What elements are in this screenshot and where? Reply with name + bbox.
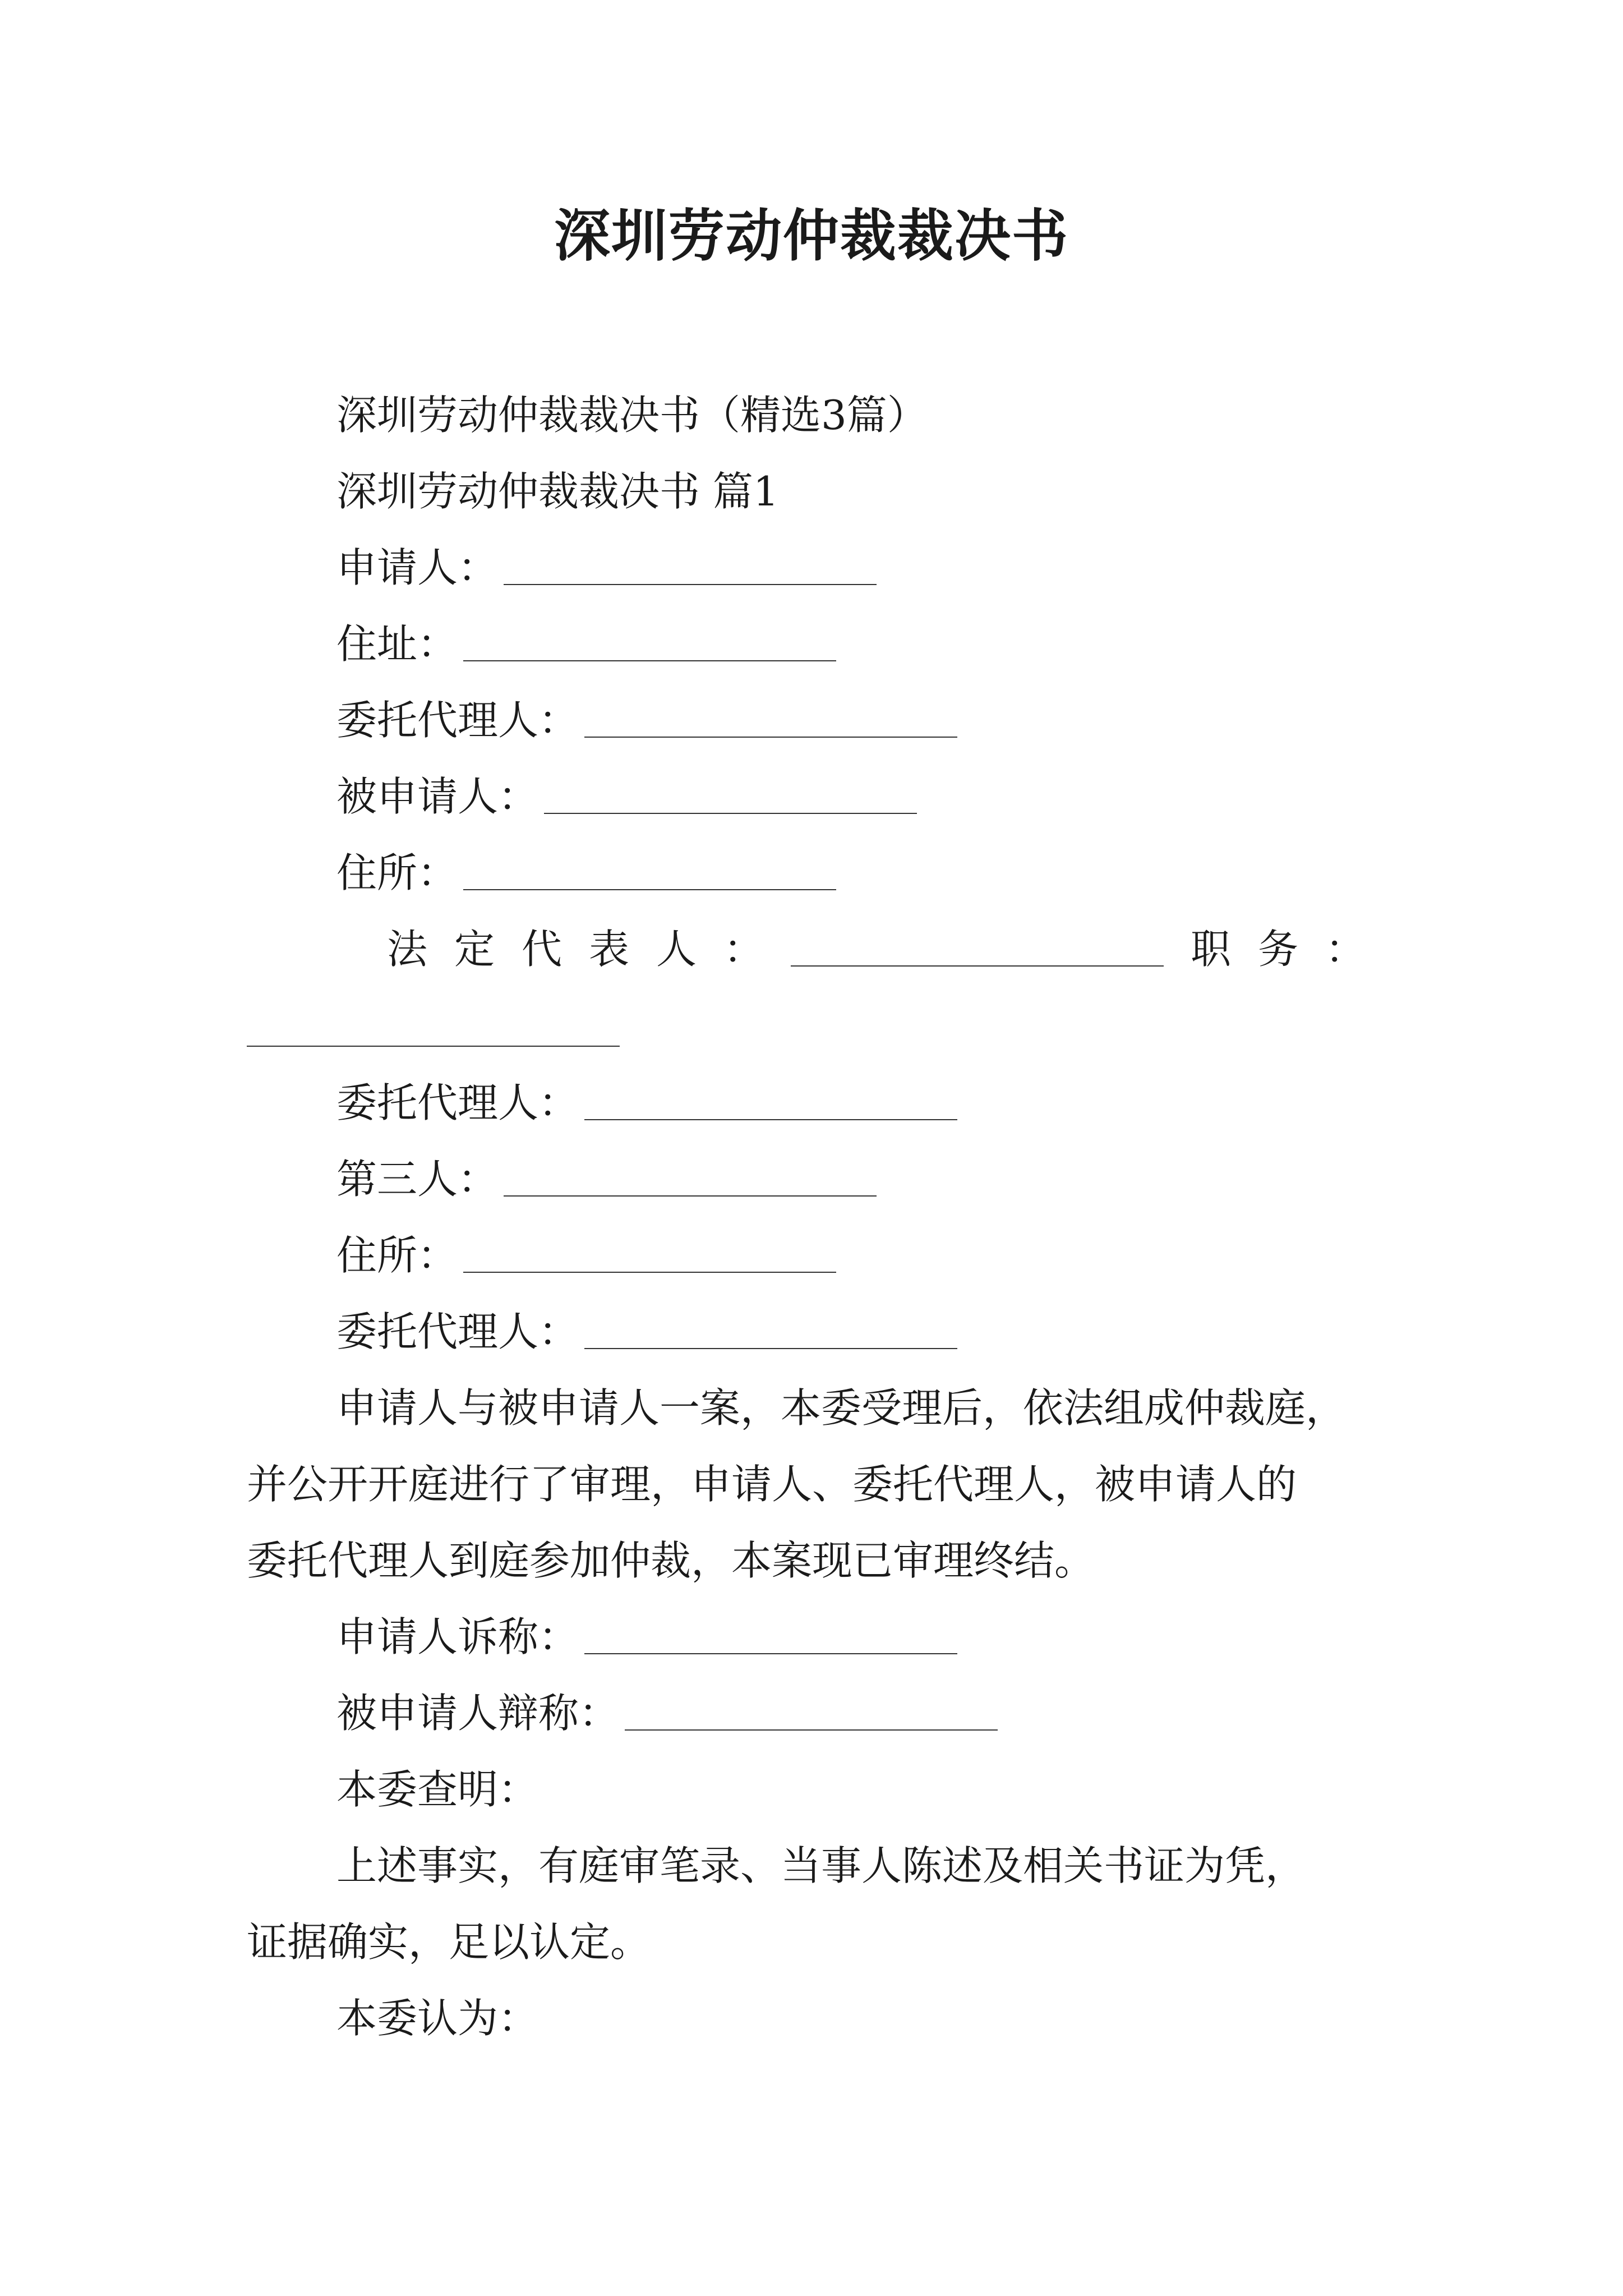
agent-field-3: [336, 1304, 957, 1360]
applicant-claim-blank: [584, 1653, 957, 1654]
respondent-field: [336, 769, 917, 825]
respondent-defense-label: 被申请人辩称：: [336, 1690, 620, 1737]
legal-rep-label: 法定代表人：: [387, 926, 791, 973]
applicant-claim-label: 申请人诉称：: [336, 1613, 579, 1660]
respondent-defense-field: [336, 1685, 998, 1741]
address-label: 住址：: [336, 620, 458, 668]
document-subtitle: 深圳劳动仲裁裁决书（精选3篇）: [336, 392, 928, 439]
residence-label-1: 住所：: [336, 849, 458, 896]
residence-field-1: [336, 845, 836, 901]
applicant-label: 申请人：: [336, 544, 499, 591]
respondent-label: 被申请人：: [336, 773, 539, 820]
position-label: 职务：: [1191, 926, 1393, 973]
agent-field-2: [336, 1075, 957, 1131]
applicant-field: [336, 540, 877, 596]
findings-heading: 本委查明：: [336, 1766, 539, 1813]
applicant-blank: [504, 584, 877, 585]
residence-field-2: [336, 1227, 836, 1283]
address-blank: [463, 660, 836, 661]
agent-blank-2: [584, 1119, 957, 1120]
residence-label-2: 住所：: [336, 1232, 458, 1279]
third-party-blank: [504, 1195, 877, 1197]
paragraph-2-line-1: 上述事实，有庭审笔录、当事人陈述及相关书证为凭，: [336, 1842, 1306, 1889]
applicant-claim-field: [336, 1609, 957, 1665]
agent-field-1: [336, 692, 957, 748]
agent-label-3: 委托代理人：: [336, 1308, 579, 1355]
agent-label-1: 委托代理人：: [336, 697, 579, 744]
third-party-label: 第三人：: [336, 1156, 499, 1203]
agent-blank-1: [584, 737, 957, 738]
paragraph-2-line-2: 证据确实，足以认定。: [247, 1918, 651, 1966]
legal-rep-field: [387, 921, 1393, 977]
document-title: 深圳劳动仲裁裁决书: [554, 203, 1069, 269]
section-heading: 深圳劳动仲裁裁决书 篇1: [336, 468, 779, 515]
respondent-blank: [544, 813, 917, 814]
paragraph-1-line-2: 并公开开庭进行了审理，申请人、委托代理人，被申请人的: [247, 1461, 1297, 1508]
opinion-heading: 本委认为：: [336, 1995, 539, 2042]
agent-blank-3: [584, 1348, 957, 1349]
respondent-defense-blank: [625, 1729, 998, 1731]
agent-label-2: 委托代理人：: [336, 1079, 579, 1126]
residence-blank-2: [463, 1272, 836, 1273]
position-blank: [247, 1046, 620, 1047]
residence-blank-1: [463, 889, 836, 890]
paragraph-1-line-3: 委托代理人到庭参加仲裁，本案现已审理终结。: [247, 1537, 1095, 1584]
legal-rep-blank: [791, 965, 1164, 967]
paragraph-1-line-1: 申请人与被申请人一案，本委受理后，依法组成仲裁庭，: [336, 1384, 1347, 1432]
address-field: [336, 616, 836, 672]
third-party-field: [336, 1151, 877, 1207]
